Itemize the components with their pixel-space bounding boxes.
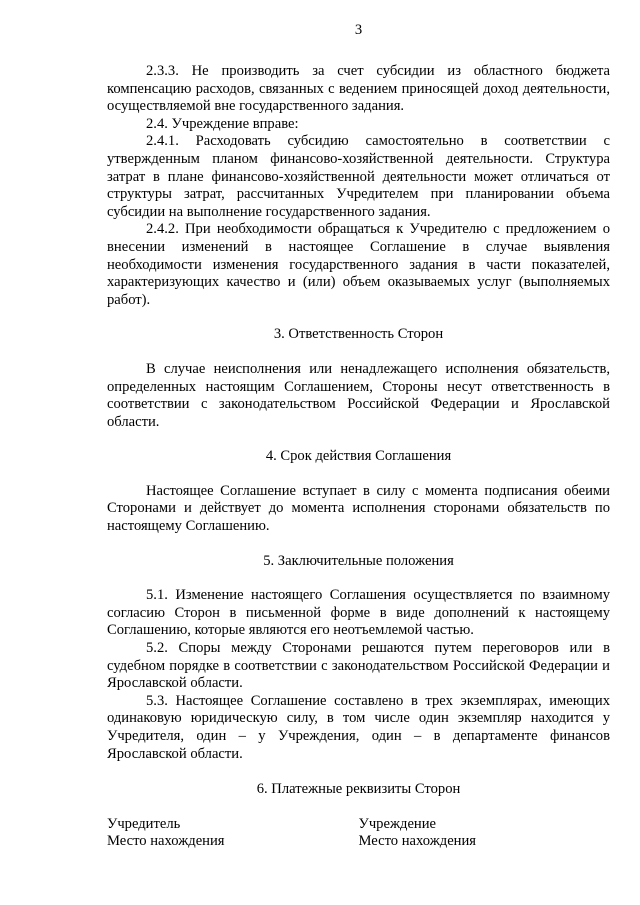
- clause-5-1: 5.1. Изменение настоящего Соглашения осуществляется по взаимному согласию Сторон в письменной форме в виде дополнений к настоящему Соглашению, которые являются его неотъемлемой частью.: [107, 587, 610, 639]
- clause-5-3: 5.3. Настоящее Соглашение составлено в трех экземплярах, имеющих одинаковую юридическую силу, в том числе один экземпляр находится у Учредителя, один – у Учреждения, один – в департаменте финансов Ярославской области.: [107, 692, 610, 762]
- clause-2-4-2: 2.4.2. При необходимости обращаться к Учредителю с предложением о внесении изменений в настоящее Соглашение в случае выявления необходимости изменения государственного задания в части показателей, характеризующих качество и (или) объем оказываемых услуг (выполняемых работ).: [107, 221, 610, 308]
- section-5-heading: 5. Заключительные положения: [263, 552, 454, 569]
- founder-location-label: Место нахождения: [107, 833, 225, 850]
- founder-label: Учредитель: [107, 815, 181, 832]
- party-details: [107, 816, 610, 851]
- institution-column: [359, 816, 611, 851]
- section-3-paragraph: В случае неисполнения или ненадлежащего исполнения обязательств, определенных настоящим Соглашением, Стороны несут ответственность в соответствии с законодательством Российской Федерации и Ярославской области.: [107, 360, 610, 430]
- clause-2-4: 2.4. Учреждение вправе:: [146, 115, 299, 132]
- institution-label: Учреждение: [358, 815, 437, 832]
- clause-2-3-3: 2.3.3. Не производить за счет субсидии из областного бюджета компенсацию расходов, связанных с ведением приносящей доход деятельности, осуществляемой вне государственного задания.: [107, 63, 610, 115]
- founder-column: [107, 816, 359, 851]
- institution-location-label: Место нахождения: [358, 833, 477, 850]
- document-page: [107, 22, 610, 851]
- section-3-heading: 3. Ответственность Сторон: [273, 326, 444, 343]
- section-4-paragraph: Настоящее Соглашение вступает в силу с момента подписания обеими Сторонами и действует до момента исполнения сторонами обязательств по настоящему Соглашению.: [107, 482, 610, 535]
- section-6-heading: 6. Платежные реквизиты Сторон: [256, 781, 461, 798]
- page-number: 3: [354, 22, 363, 38]
- clause-5-2: 5.2. Споры между Сторонами решаются путем переговоров или в судебном порядке в соответствии с законодательством Российской Федерации и Ярославской области.: [107, 640, 610, 692]
- clause-2-4-1: 2.4.1. Расходовать субсидию самостоятельно в соответствии с утвержденным планом финансово-хозяйственной деятельности. Структура затрат в плане финансово-хозяйственной деятельности может отличаться от структуры затрат, рассчитанных Учредителем при планировании объема субсидии на выполнение государственного задания.: [107, 133, 610, 220]
- section-4-heading: 4. Срок действия Соглашения: [265, 448, 452, 465]
